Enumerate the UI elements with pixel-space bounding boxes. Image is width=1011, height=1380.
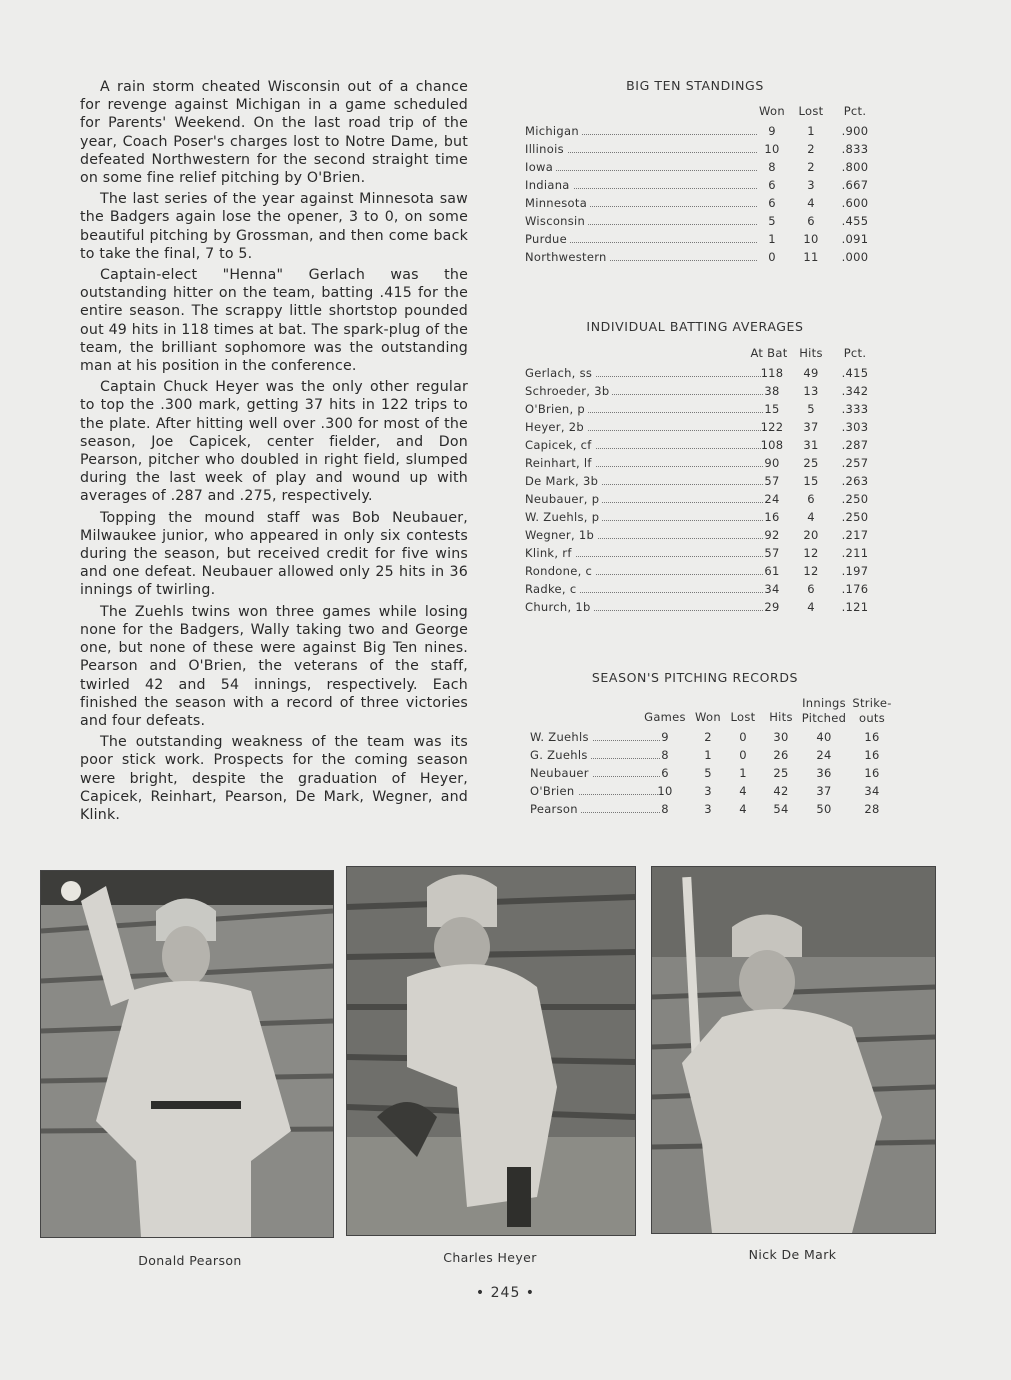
batting-header-hits: Hits bbox=[799, 346, 823, 360]
batting-cell: 38 bbox=[764, 384, 780, 398]
paragraph-2: The last series of the year against Minnesota saw the Badgers again lose the opener, 3 to 0, on some beautiful pitching by Grossman, and then come back to take the final, 7 to 5. bbox=[80, 191, 468, 262]
pitching-cell: 36 bbox=[816, 766, 832, 780]
pitching-row-name: O'Brien bbox=[530, 782, 578, 800]
pitching-cell: 9 bbox=[661, 730, 669, 744]
standings-row-name: Illinois bbox=[525, 140, 567, 158]
batting-row-name: O'Brien, p bbox=[525, 400, 588, 418]
standings-cell: .667 bbox=[841, 178, 869, 192]
photo-heyer-image bbox=[347, 867, 635, 1235]
batting-cell: 122 bbox=[760, 420, 784, 434]
batting-row bbox=[525, 472, 875, 490]
batting-cell: 15 bbox=[803, 474, 819, 488]
batting-cell: 24 bbox=[764, 492, 780, 506]
standings-cell: .000 bbox=[841, 250, 869, 264]
pitching-cell: 30 bbox=[773, 730, 789, 744]
batting-row-name: De Mark, 3b bbox=[525, 472, 601, 490]
pitching-cell: 10 bbox=[657, 784, 673, 798]
photo-pearson-image bbox=[41, 871, 333, 1237]
standings-row bbox=[525, 140, 875, 158]
batting-row-name: Church, 1b bbox=[525, 598, 594, 616]
batting-cell: 49 bbox=[803, 366, 819, 380]
pitching-cell: 8 bbox=[661, 748, 669, 762]
standings-header bbox=[525, 104, 875, 122]
batting-row-name: Schroeder, 3b bbox=[525, 382, 612, 400]
pitching-row bbox=[530, 746, 895, 764]
standings-row bbox=[525, 194, 875, 212]
pitching-cell: 8 bbox=[661, 802, 669, 816]
batting-cell: .342 bbox=[841, 384, 869, 398]
batting-row-name: Heyer, 2b bbox=[525, 418, 587, 436]
standings-row bbox=[525, 212, 875, 230]
pitching-cell: 16 bbox=[864, 730, 880, 744]
batting-cell: 4 bbox=[807, 510, 815, 524]
photo-heyer bbox=[346, 866, 636, 1236]
batting-cell: .217 bbox=[841, 528, 869, 542]
article-text bbox=[80, 78, 468, 827]
batting-cell: 108 bbox=[760, 438, 784, 452]
pitching-header-games: Games bbox=[644, 710, 686, 724]
batting-cell: 61 bbox=[764, 564, 780, 578]
batting-cell: 6 bbox=[807, 582, 815, 596]
batting-row bbox=[525, 454, 875, 472]
batting-cell: 57 bbox=[764, 546, 780, 560]
standings-cell: 6 bbox=[807, 214, 815, 228]
standings-cell: 4 bbox=[807, 196, 815, 210]
standings-row-name: Wisconsin bbox=[525, 212, 588, 230]
batting-row-name: Radke, c bbox=[525, 580, 579, 598]
batting-row bbox=[525, 382, 875, 400]
pitching-header-won: Won bbox=[695, 710, 721, 724]
pitching-header bbox=[530, 696, 895, 728]
pitching-cell: 16 bbox=[864, 748, 880, 762]
standings-table bbox=[525, 104, 875, 266]
pitching-row bbox=[530, 728, 895, 746]
batting-cell: 4 bbox=[807, 600, 815, 614]
standings-cell: 0 bbox=[768, 250, 776, 264]
batting-cell: .257 bbox=[841, 456, 869, 470]
caption-heyer: Charles Heyer bbox=[443, 1250, 537, 1265]
batting-row bbox=[525, 490, 875, 508]
standings-row bbox=[525, 122, 875, 140]
batting-header bbox=[525, 346, 875, 364]
pitching-cell: 25 bbox=[773, 766, 789, 780]
batting-cell: .303 bbox=[841, 420, 869, 434]
batting-row bbox=[525, 508, 875, 526]
batting-cell: 92 bbox=[764, 528, 780, 542]
batting-cell: 5 bbox=[807, 402, 815, 416]
pitching-cell: 1 bbox=[739, 766, 747, 780]
batting-row-name: Klink, rf bbox=[525, 544, 575, 562]
paragraph-3: Captain-elect "Henna" Gerlach was the outstanding hitter on the team, batting .415 for the entire season. The scrappy little shortstop pounded out 49 hits in 118 times at bat. The spark-plug of the team, the brilliant sophomore was the outstanding man at his position in the conference. bbox=[80, 267, 468, 375]
pitching-cell: 34 bbox=[864, 784, 880, 798]
batting-row-name: Reinhart, lf bbox=[525, 454, 595, 472]
photo-demark-image bbox=[652, 867, 935, 1233]
batting-cell: 118 bbox=[760, 366, 784, 380]
pitching-cell: 0 bbox=[739, 748, 747, 762]
pitching-cell: 40 bbox=[816, 730, 832, 744]
batting-cell: .197 bbox=[841, 564, 869, 578]
pitching-row-name: Neubauer bbox=[530, 764, 592, 782]
standings-cell: .833 bbox=[841, 142, 869, 156]
standings-cell: 10 bbox=[764, 142, 780, 156]
standings-cell: .600 bbox=[841, 196, 869, 210]
pitching-cell: 16 bbox=[864, 766, 880, 780]
batting-row-name: Gerlach, ss bbox=[525, 364, 595, 382]
batting-row-name: Wegner, 1b bbox=[525, 526, 597, 544]
batting-cell: 37 bbox=[803, 420, 819, 434]
photo-pearson bbox=[40, 870, 334, 1238]
pitching-title: SEASON'S PITCHING RECORDS bbox=[591, 670, 799, 685]
standings-cell: .455 bbox=[841, 214, 869, 228]
batting-cell: 15 bbox=[764, 402, 780, 416]
batting-cell: .263 bbox=[841, 474, 869, 488]
pitching-cell: 26 bbox=[773, 748, 789, 762]
batting-table bbox=[525, 346, 875, 616]
standings-cell: .091 bbox=[841, 232, 869, 246]
batting-row bbox=[525, 526, 875, 544]
photo-demark bbox=[651, 866, 936, 1234]
pitching-row-name: W. Zuehls bbox=[530, 728, 592, 746]
standings-row bbox=[525, 230, 875, 248]
batting-row bbox=[525, 598, 875, 616]
standings-row bbox=[525, 158, 875, 176]
batting-cell: .287 bbox=[841, 438, 869, 452]
standings-row-name: Indiana bbox=[525, 176, 573, 194]
standings-cell: 9 bbox=[768, 124, 776, 138]
pitching-header-lost: Lost bbox=[730, 710, 756, 724]
pitching-header-innings: Innings Pitched bbox=[801, 696, 847, 725]
pitching-cell: 50 bbox=[816, 802, 832, 816]
caption-pearson: Donald Pearson bbox=[138, 1253, 242, 1268]
standings-cell: 1 bbox=[768, 232, 776, 246]
pitching-header-hits: Hits bbox=[769, 710, 793, 724]
pitching-cell: 4 bbox=[739, 784, 747, 798]
batting-cell: 16 bbox=[764, 510, 780, 524]
batting-row bbox=[525, 364, 875, 382]
standings-cell: 6 bbox=[768, 178, 776, 192]
standings-cell: 2 bbox=[807, 160, 815, 174]
standings-row-name: Purdue bbox=[525, 230, 570, 248]
batting-cell: 57 bbox=[764, 474, 780, 488]
batting-cell: .250 bbox=[841, 510, 869, 524]
batting-cell: 6 bbox=[807, 492, 815, 506]
batting-row bbox=[525, 562, 875, 580]
pitching-cell: 3 bbox=[704, 802, 712, 816]
pitching-cell: 4 bbox=[739, 802, 747, 816]
pitching-cell: 42 bbox=[773, 784, 789, 798]
batting-cell: 13 bbox=[803, 384, 819, 398]
batting-row-name: Capicek, cf bbox=[525, 436, 595, 454]
batting-cell: .250 bbox=[841, 492, 869, 506]
paragraph-6: The Zuehls twins won three games while losing none for the Badgers, Wally taking two and George one, but none of these were against Big Ten nines. Pearson and O'Brien, the veterans of the staff, twirled 42 and 54 innings, respectively. Each finished the season with a record of three victories and four defeats. bbox=[80, 603, 468, 729]
standings-title: BIG TEN STANDINGS bbox=[626, 78, 764, 93]
standings-cell: 11 bbox=[803, 250, 819, 264]
batting-cell: 31 bbox=[803, 438, 819, 452]
batting-cell: .176 bbox=[841, 582, 869, 596]
pitching-cell: 24 bbox=[816, 748, 832, 762]
batting-header-pct: Pct. bbox=[843, 346, 867, 360]
batting-cell: 20 bbox=[803, 528, 819, 542]
batting-cell: .333 bbox=[841, 402, 869, 416]
standings-row bbox=[525, 176, 875, 194]
standings-row bbox=[525, 248, 875, 266]
batting-title: INDIVIDUAL BATTING AVERAGES bbox=[586, 319, 804, 334]
batting-header-atbat: At Bat bbox=[750, 346, 788, 360]
pitching-cell: 28 bbox=[864, 802, 880, 816]
pitching-table bbox=[530, 696, 895, 818]
standings-cell: 2 bbox=[807, 142, 815, 156]
pitching-row bbox=[530, 782, 895, 800]
pitching-row bbox=[530, 800, 895, 818]
standings-cell: .800 bbox=[841, 160, 869, 174]
standings-cell: 5 bbox=[768, 214, 776, 228]
page-number: • 245 • bbox=[475, 1285, 536, 1301]
standings-cell: 8 bbox=[768, 160, 776, 174]
leader-dots bbox=[525, 170, 757, 171]
pitching-cell: 37 bbox=[816, 784, 832, 798]
pitching-header-strikeouts: Strike-outs bbox=[852, 696, 892, 725]
pitching-cell: 54 bbox=[773, 802, 789, 816]
pitching-cell: 6 bbox=[661, 766, 669, 780]
pitching-cell: 2 bbox=[704, 730, 712, 744]
batting-cell: .415 bbox=[841, 366, 869, 380]
pitching-cell: 1 bbox=[704, 748, 712, 762]
batting-row bbox=[525, 418, 875, 436]
batting-cell: .121 bbox=[841, 600, 869, 614]
batting-cell: 90 bbox=[764, 456, 780, 470]
batting-cell: 25 bbox=[803, 456, 819, 470]
paragraph-5: Topping the mound staff was Bob Neubauer, Milwaukee junior, who appeared in only six contests during the season, but received credit for five wins and one defeat. Neubauer allowed only 25 hits in 36 innings of twirling. bbox=[80, 509, 468, 599]
standings-row-name: Minnesota bbox=[525, 194, 590, 212]
paragraph-7: The outstanding weakness of the team was its poor stick work. Prospects for the coming season were bright, despite the graduation of Heyer, Capicek, Reinhart, Pearson, De Mark, Wegner, and Klink. bbox=[80, 734, 468, 823]
batting-cell: 12 bbox=[803, 564, 819, 578]
standings-cell: 3 bbox=[807, 178, 815, 192]
standings-cell: .900 bbox=[841, 124, 869, 138]
batting-cell: .211 bbox=[841, 546, 869, 560]
standings-cell: 10 bbox=[803, 232, 819, 246]
batting-cell: 12 bbox=[803, 546, 819, 560]
standings-header-pct: Pct. bbox=[843, 104, 867, 118]
batting-row bbox=[525, 580, 875, 598]
standings-row-name: Michigan bbox=[525, 122, 582, 140]
standings-cell: 1 bbox=[807, 124, 815, 138]
pitching-row bbox=[530, 764, 895, 782]
batting-row bbox=[525, 436, 875, 454]
standings-header-lost: Lost bbox=[798, 104, 824, 118]
standings-row-name: Northwestern bbox=[525, 248, 610, 266]
caption-demark: Nick De Mark bbox=[748, 1247, 837, 1262]
paragraph-1: A rain storm cheated Wisconsin out of a chance for revenge against Michigan in a game scheduled for Parents' Weekend. On the last road trip of the year, Coach Poser's charges lost to Notre Dame, but defeated Northwestern for the second straight time on some fine relief pitching by O'Brien. bbox=[80, 79, 468, 187]
pitching-row-name: Pearson bbox=[530, 800, 581, 818]
pitching-cell: 5 bbox=[704, 766, 712, 780]
standings-header-won: Won bbox=[759, 104, 785, 118]
pitching-cell: 0 bbox=[739, 730, 747, 744]
batting-row bbox=[525, 544, 875, 562]
standings-row-name: Iowa bbox=[525, 158, 556, 176]
standings-cell: 6 bbox=[768, 196, 776, 210]
batting-row bbox=[525, 400, 875, 418]
batting-cell: 29 bbox=[764, 600, 780, 614]
batting-cell: 34 bbox=[764, 582, 780, 596]
pitching-row-name: G. Zuehls bbox=[530, 746, 591, 764]
batting-row-name: Neubauer, p bbox=[525, 490, 602, 508]
batting-row-name: Rondone, c bbox=[525, 562, 595, 580]
pitching-cell: 3 bbox=[704, 784, 712, 798]
batting-row-name: W. Zuehls, p bbox=[525, 508, 602, 526]
paragraph-4: Captain Chuck Heyer was the only other regular to top the .300 mark, getting 37 hits in 122 trips to the plate. After hitting well over .300 for most of the season, Joe Capicek, center fielder, and Don Pearson, pitcher who doubled in right field, slumped during the last week of play and wound up with averages of .287 and .275, respectively. bbox=[80, 379, 468, 505]
